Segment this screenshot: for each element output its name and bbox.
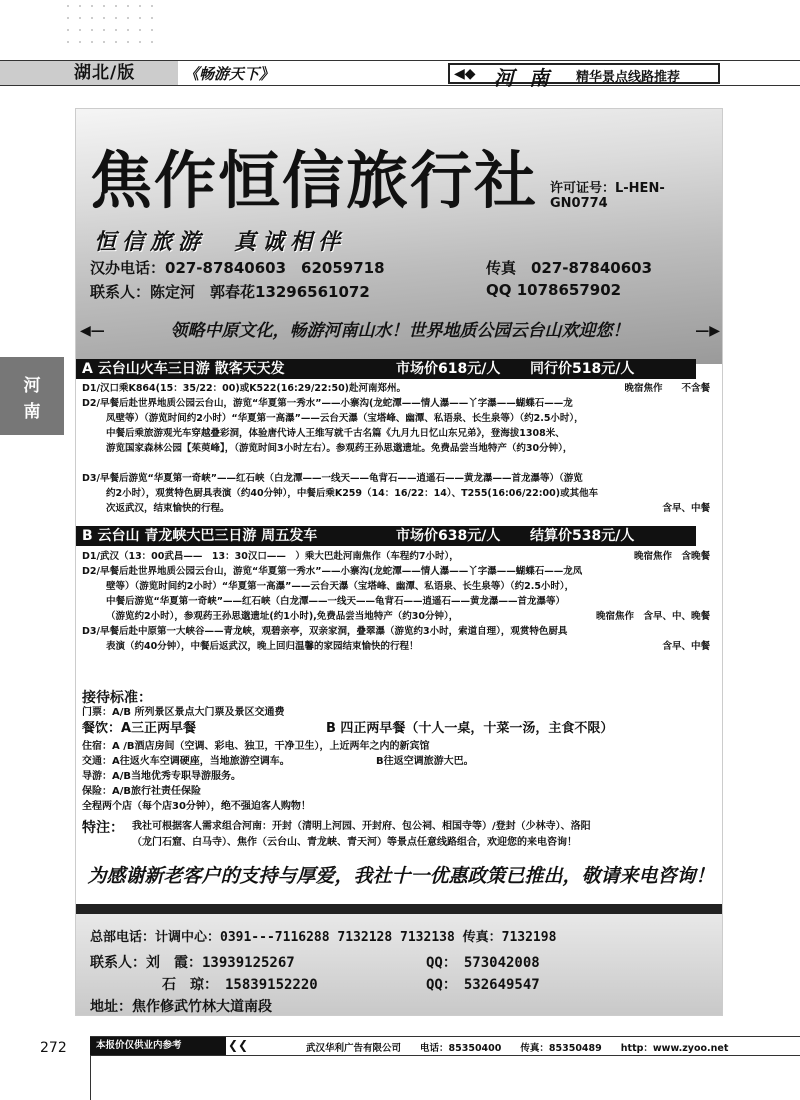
route-a-title-bar [76,359,696,379]
hq-qq-2: QQ： 532649547 [426,977,540,993]
itinerary-line [82,396,718,411]
page-number: 272 [40,1040,67,1056]
side-tab-char-2: 南 [23,402,41,422]
route-b-title-bar [76,526,696,546]
itinerary-meal-note: 含早、中餐 [662,641,710,652]
route-b-title: B 云台山 青龙峡大巴三日游 周五发车 [82,528,318,544]
header-bar [0,60,800,90]
welcome-motto [80,316,720,346]
itinerary-text: （游览约2小时），参观药王孙思邈遗址(约1小时),免费品尝当地特产（约30分钟）， [106,611,459,622]
standard-transport-a: 交通：A往返火车空调硬座，当地旅游空调车。 [82,756,290,767]
henan-title: 河 南 [494,66,553,90]
itinerary-text: D2/早餐后赴世界地质公园云台山，游览“华夏第一秀水”——小寨沟(龙蛇潭——情人瀑——丫字瀑——蝴蝶石——龙 [82,398,573,409]
route-a-market-price: 市场价618元/人 [396,361,501,377]
itinerary-line [82,381,718,396]
itinerary-line [82,471,718,486]
itinerary-meal-note: 晚宿焦作 含晚餐 [633,551,710,562]
itinerary-text: D3/早餐后赴中原第一大峡谷——青龙峡，观碧亲亭，双亲家洞，叠翠瀑（游览约3小时，索道自理），观赏特色厨具 [82,626,568,637]
itinerary-text: D2/早餐后赴世界地质公园云台山，游览“华夏第一秀水”——小寨沟(龙蛇潭——情人瀑——丫字瀑——蝴蝶石——龙凤 [82,566,583,577]
itinerary-line [106,411,718,426]
hq-address: 地址：焦作修武竹林大道南段 [90,999,272,1015]
itinerary-line [106,579,718,594]
hq-qq-1: QQ： 573042008 [426,955,540,971]
itinerary-line [106,609,718,624]
standards-title: 接待标准： [82,690,152,706]
left-arrow-icon: ◀— [80,323,105,339]
hq-phone: 总部电话：计调中心：0391---7116288 7132128 7132138 传真：7132198 [90,930,557,945]
standard-guide: 导游：A/B当地优秀专职导游服务。 [82,771,242,782]
standard-insurance: 保险：A/B旅行社责任保险 [82,786,202,797]
itinerary-text: 次返武汉，结束愉快的行程。 [106,503,230,514]
standard-tickets: 门票：A/B 所列景区景点大门票及景区交通费 [82,707,285,718]
promo-thanks: 为感谢新老客户的支持与厚爱，我社十一优惠政策已推出，敬请来电咨询！ [87,865,715,887]
itinerary-line [106,426,718,441]
itinerary-text: 中餐后乘旅游观光车穿越叠彩洞，体验唐代诗人王维写就千古名篇《九月九日忆山东兄弟》，登海拔1308米、 [106,428,565,439]
itinerary-text: D1/武汉（13：00武昌—— 13：30汉口—— ）乘大巴赴河南焦作（车程约7小时）， [82,551,459,562]
itinerary-text: 壁等）（游览时间约2小时）“华夏第一高瀑”——云台天瀑（宝塔峰、幽潭、私语泉、长生泉等）（约2.5小时）， [106,581,575,592]
special-note-title: 特注： [82,820,124,836]
qq-number: QQ 1078657902 [486,281,622,299]
fax-number: 传真 027-87840603 [486,259,653,277]
decorative-dots [62,0,162,48]
special-note-line-1: 我社可根据客人需求组合河南：开封（清明上河园、开封府、包公祠、相国寺等）/登封（少林寺）、洛阳 [132,821,591,832]
motto-text: 领略中原文化，畅游河南山水！世界地质公园云台山欢迎您！ [170,321,630,341]
banner [76,109,722,364]
company-slogan: 恒信旅游 真诚相伴 [94,229,347,255]
itinerary-line [82,549,718,564]
side-tab-henan [0,357,64,435]
itinerary-line [82,624,718,639]
contact-person: 联系人：陈定河 郭春花13296561072 [90,283,370,301]
standard-meals-b: B 四正两早餐（十人一桌，十菜一汤，主食不限） [326,721,614,736]
headquarters-info [76,914,722,1016]
footer-bar [90,1036,800,1056]
itinerary-text: 约2小时），观赏特色厨具表演（约40分钟），中餐后乘K259（14：16/22：14）、T255(16:06/22:00)或其他车 [106,488,599,499]
itinerary-text: 游览国家森林公园【茱萸峰】，（游览时间3小时左右）。参观药王孙思邈遗址。免费品尝当地特产（约30分钟）， [106,443,573,454]
route-b-market-price: 市场价638元/人 [396,528,501,544]
double-chevron-icon: ◀◆ [454,66,476,82]
right-arrow-icon: —▶ [695,323,720,339]
company-name: 焦作恒信旅行社 [90,144,539,217]
itinerary-meal-note: 晚宿焦作 不含餐 [624,383,710,394]
standard-shopping: 全程两个店（每个店30分钟），绝不强迫客人购物！ [82,801,311,812]
itinerary-line [106,594,718,609]
hq-contact-2: 石 琼： 15839152220 [162,977,318,993]
ad-agency-info: 武汉华利广告有限公司 电话：85350400 传真：85350489 http：www.zyoo.net [306,1043,729,1054]
route-a-title: A 云台山火车三日游 散客天天发 [82,361,285,377]
standard-hotel: 住宿：A /B酒店房间（空调、彩电、独卫，干净卫生），上近两年之内的新宾馆 [82,741,430,752]
vertical-rule [90,1056,91,1100]
itinerary-line [106,501,718,516]
itinerary-line [106,639,718,654]
route-a-trade-price: 同行价518元/人 [530,361,635,377]
office-phone: 汉办电话：027-87840603 62059718 [90,259,385,277]
itinerary-text: 中餐后游览“华夏第一奇峡”——红石峡（白龙潭——一线天——龟背石——逍遥石——黄龙瀑——首龙瀑等） [106,596,565,607]
itinerary-meal-note: 含早、中餐 [662,503,710,514]
magazine-name: 《畅游天下》 [184,65,275,83]
itinerary-text: 凤壁等）（游览时间约2小时）“华夏第一高瀑”——云台天瀑（宝塔峰、幽潭、私语泉、长生泉等）（约2.5小时）， [106,413,584,424]
itinerary-meal-note: 晚宿焦作 含早、中、晚餐 [595,611,710,622]
standard-meals-a: 餐饮：A三正两早餐 [82,721,197,736]
side-tab-char-1: 河 [23,376,41,396]
standard-transport-b: B往返空调旅游大巴。 [376,756,474,767]
special-note-line-2: （龙门石窟、白马寺）、焦作（云台山、青龙峡、青天河）等景点任意线路组合，欢迎您的来电咨询！ [132,837,577,848]
divider-bar [76,904,722,914]
hq-contact-1: 联系人：刘 霞：13939125267 [90,955,295,971]
region-label: 湖北/版 [0,61,178,85]
henan-heading-box [448,63,720,90]
itinerary-text: D3/早餐后游览“华夏第一奇峡”——红石峡（白龙潭——一线天——龟背石——逍遥石——黄龙瀑——首龙瀑等）（游览 [82,473,583,484]
itinerary-text: D1/汉口乘K864(15：35/22：00)或K522(16:29/22:50)赴河南郑州。 [82,383,407,394]
route-b-settlement-price: 结算价538元/人 [530,528,635,544]
itinerary-text: 表演（约40分钟），中餐后返武汉，晚上回归温馨的家园结束愉快的行程！ [106,641,419,652]
double-chevron-left-icon: ❮❮ [228,1038,249,1052]
license-number: 许可证号：L-HEN-GN0774 [550,181,665,211]
itinerary-line [82,564,718,579]
itinerary-line [106,486,718,501]
advertisement-panel [75,108,723,1016]
header-tagline: 精华景点线路推荐 [576,70,681,85]
itinerary-line [106,441,718,456]
reference-note: 本报价仅供业内参考 [90,1037,226,1055]
